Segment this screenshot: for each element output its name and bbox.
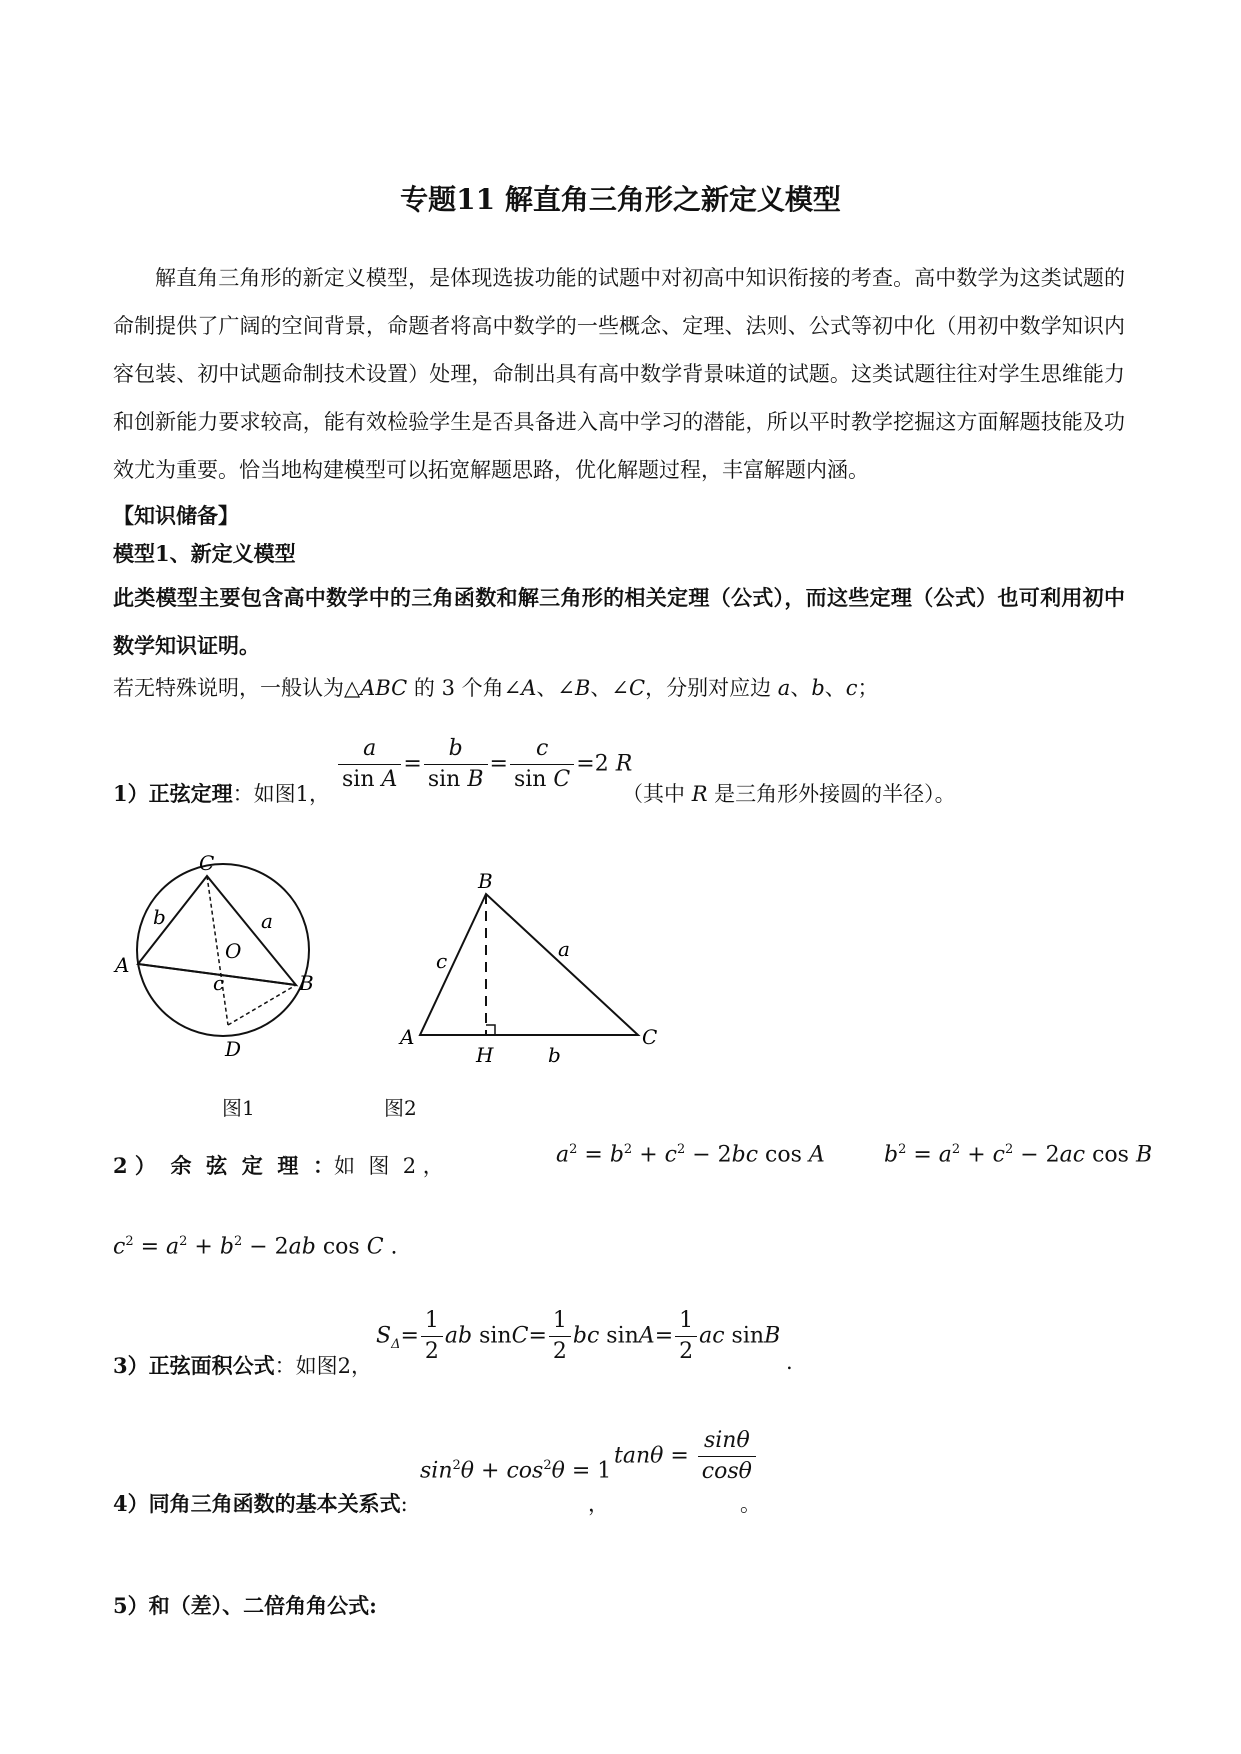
right-angle-mark <box>486 1025 495 1035</box>
circumcircle <box>137 864 309 1036</box>
triangle-abc-2 <box>420 894 638 1035</box>
item3-label: 3）正弦面积公式 <box>113 1353 275 1378</box>
cosine-formula-a: $a^2 = b^2 + c^2 - 2bc$ cos A <box>556 1142 825 1168</box>
figure-1-caption: 图1 <box>222 1096 255 1120</box>
fig1-label-side-b: b <box>153 905 166 929</box>
fig2-label-side-c: c <box>436 949 448 973</box>
figure-1 <box>113 840 333 1070</box>
tangent-identity: tanθ = $\frac{\sin\theta}{\cos\theta}$ <box>614 1426 758 1487</box>
fig2-label-side-b: b <box>548 1043 561 1067</box>
item2-label: 2 ） 余 弦 定 理 ： <box>113 1153 335 1178</box>
fig2-label-a-vertex: A <box>400 1025 415 1049</box>
item2-lead: 如 图 2 ， <box>334 1154 444 1178</box>
item1-label: 1）正弦定理 <box>113 781 233 806</box>
item4-lead: : <box>400 1492 408 1516</box>
fig1-label-side-c: c <box>213 971 225 995</box>
item1-note: （其中 R 是三角形外接圆的半径）。 <box>622 782 956 806</box>
model1-heading: 模型1、新定义模型 <box>113 541 296 566</box>
fig1-label-side-a: a <box>261 909 273 933</box>
figure-2-caption: 图2 <box>384 1096 417 1120</box>
item3-label-line <box>113 1350 372 1380</box>
pythagorean-identity: $\sin^2\theta + \cos^2\theta = 1$ <box>420 1458 612 1484</box>
area-formula: $S_\Delta=$ $\frac{1}{2}$ ab sinC= $\frac{1}{2}$ bc sinA= $\frac{1}{2}$ ac sinB <box>376 1308 781 1364</box>
figure-2 <box>398 860 688 1070</box>
item1-lead: ：如图1， <box>232 782 330 806</box>
fig2-label-h: H <box>476 1043 494 1067</box>
fig1-label-o: O <box>225 939 242 963</box>
intro-paragraph: 解直角三角形的新定义模型，是体现选拔功能的试题中对初高中知识衔接的考查。高中数学为这类试题的命制提供了广阔的空间背景，命题者将高中数学的一些概念、定理、法则、公式等初中化（用初中数学知识内容包装、初中试题命制技术设置）处理，命制出具有高中数学背景味道的试题。这类试题往往对学生思维能力和创新能力要求较高，能有效检验学生是否具备进入高中学习的潜能，所以平时教学挖掘这方面解题技能及功效尤为重要。恰当地构建模型可以拓宽解题思路，优化解题过程，丰富解题内涵。 <box>113 266 1125 482</box>
fig1-label-b-vertex: B <box>299 971 314 995</box>
law-of-sines-formula: $\frac{a}{\text{sin A}}$ = $\frac{b}{\text{sin B}}$ = $\frac{c}{\text{sin C}}$ =2 R <box>336 734 632 795</box>
fig1-label-d: D <box>225 1037 242 1061</box>
item3-lead: ：如图2， <box>274 1354 372 1378</box>
convention-line: 若无特殊说明，一般认为△ABC 的 3 个角∠A、∠B、∠C，分别对应边 a、b、c； <box>113 676 879 700</box>
area-formula-period: . <box>786 1350 793 1374</box>
item4-label-line <box>113 1488 408 1518</box>
item1-label-line <box>113 778 330 808</box>
knowledge-heading: 【知识储备】 <box>113 503 239 528</box>
fig2-label-c-vertex: C <box>642 1025 658 1049</box>
item4-end: 。 <box>740 1492 761 1516</box>
fig2-label-side-a: a <box>558 937 570 961</box>
fig1-label-a-vertex: A <box>115 953 130 977</box>
cosine-formula-c: $c^2 = a^2 + b^2 - 2ab$ cos C . <box>113 1234 398 1260</box>
fig1-label-c: C <box>199 851 215 875</box>
fig2-label-b-vertex: B <box>478 869 493 893</box>
item2-label-line <box>113 1150 444 1180</box>
page-title: 专题11 解直角三角形之新定义模型 <box>400 183 841 216</box>
cosine-formula-b: $b^2 = a^2 + c^2 - 2ac$ cos B <box>884 1142 1153 1168</box>
line-db <box>228 985 296 1025</box>
item5-label: 5）和（差）、二倍角角公式: <box>113 1593 377 1618</box>
item4-comma: ， <box>588 1492 609 1516</box>
item4-label: 4）同角三角函数的基本关系式 <box>113 1491 401 1516</box>
model1-description: 此类模型主要包含高中数学中的三角函数和解三角形的相关定理（公式），而这些定理（公式）也可利用初中数学知识证明。 <box>113 585 1125 658</box>
